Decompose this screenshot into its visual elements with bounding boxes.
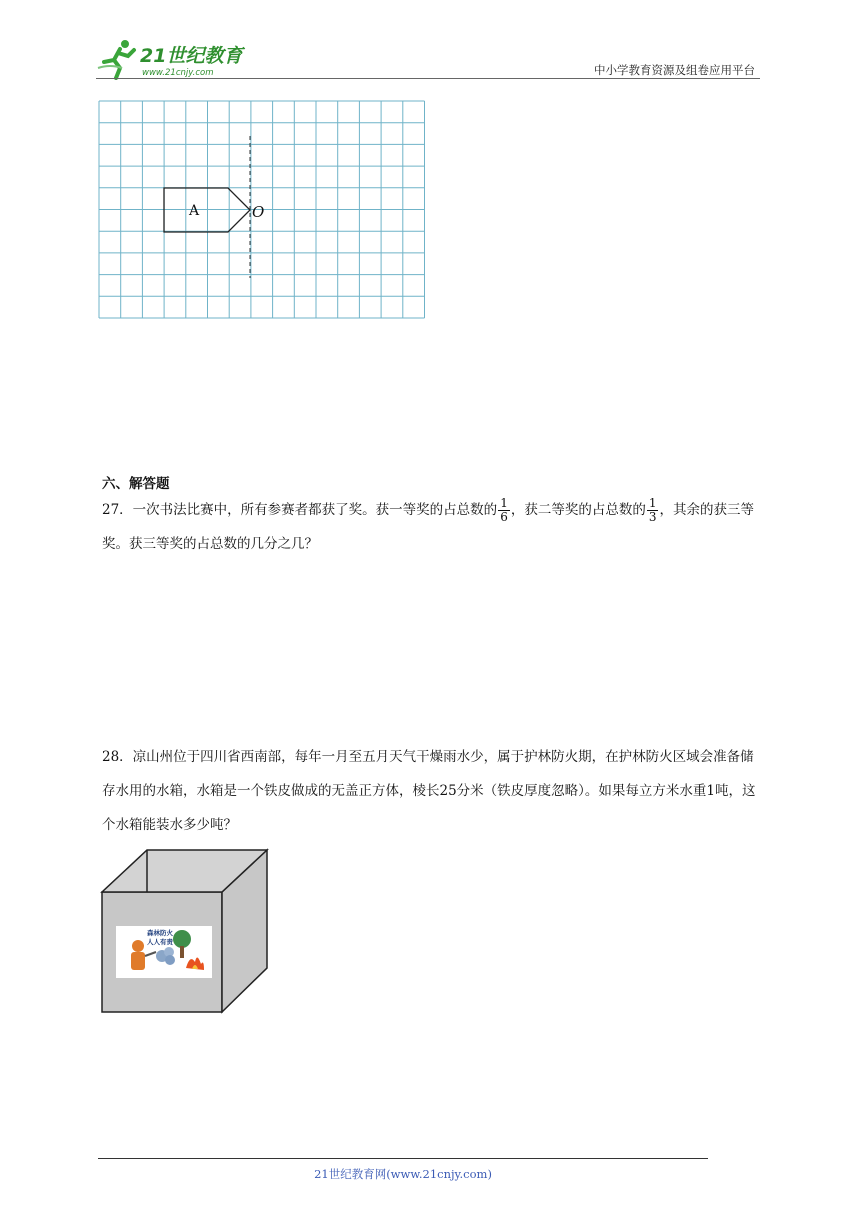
fraction-one-sixth <box>498 497 510 524</box>
fraction-one-third <box>647 497 659 524</box>
poster-line-1: 森林防火 <box>147 929 173 937</box>
poster-line-2: 人人有责 <box>147 938 173 946</box>
point-label: O <box>252 203 265 221</box>
shape-label: A <box>189 203 200 219</box>
footer-divider <box>98 1158 708 1159</box>
section-title: 六、解答题 <box>102 476 170 492</box>
platform-title: 中小学教育资源及组卷应用平台 <box>594 63 755 77</box>
water-tank-figure <box>98 846 274 1016</box>
question-27 <box>102 493 762 561</box>
logo-text: 21世纪教育 <box>140 45 243 67</box>
q27-text-part2: ，获二等奖的占总数的 <box>510 502 646 518</box>
logo-url: www.21cnjy.com <box>142 68 214 78</box>
fraction-denominator: 3 <box>648 510 657 524</box>
fraction-denominator: 6 <box>500 510 508 524</box>
runner-icon <box>98 40 134 78</box>
q27-text-part1: 27．一次书法比赛中，所有参赛者都获了奖。获一等奖的占总数的 <box>102 502 498 518</box>
q27-text-part3: ，其余的获三等奖。获三等奖的占总数的几分之几？ <box>102 502 754 552</box>
fraction-numerator: 1 <box>648 496 657 510</box>
footer-text: 21世纪教育网(www.21cnjy.com) <box>314 1167 492 1181</box>
grid-figure <box>98 100 428 322</box>
header-divider <box>96 78 760 79</box>
question-28: 28．凉山州位于四川省西南部，每年一月至五月天气干燥雨水少，属于护林防火期，在护林防火区域会准备储存水用的水箱，水箱是一个铁皮做成的无盖正方体，棱长25分米（铁皮厚度忽略）。如果每立方米水重1吨，这个水箱能装水多少吨？ <box>102 749 756 833</box>
site-logo <box>96 38 261 80</box>
fraction-numerator: 1 <box>500 496 508 510</box>
